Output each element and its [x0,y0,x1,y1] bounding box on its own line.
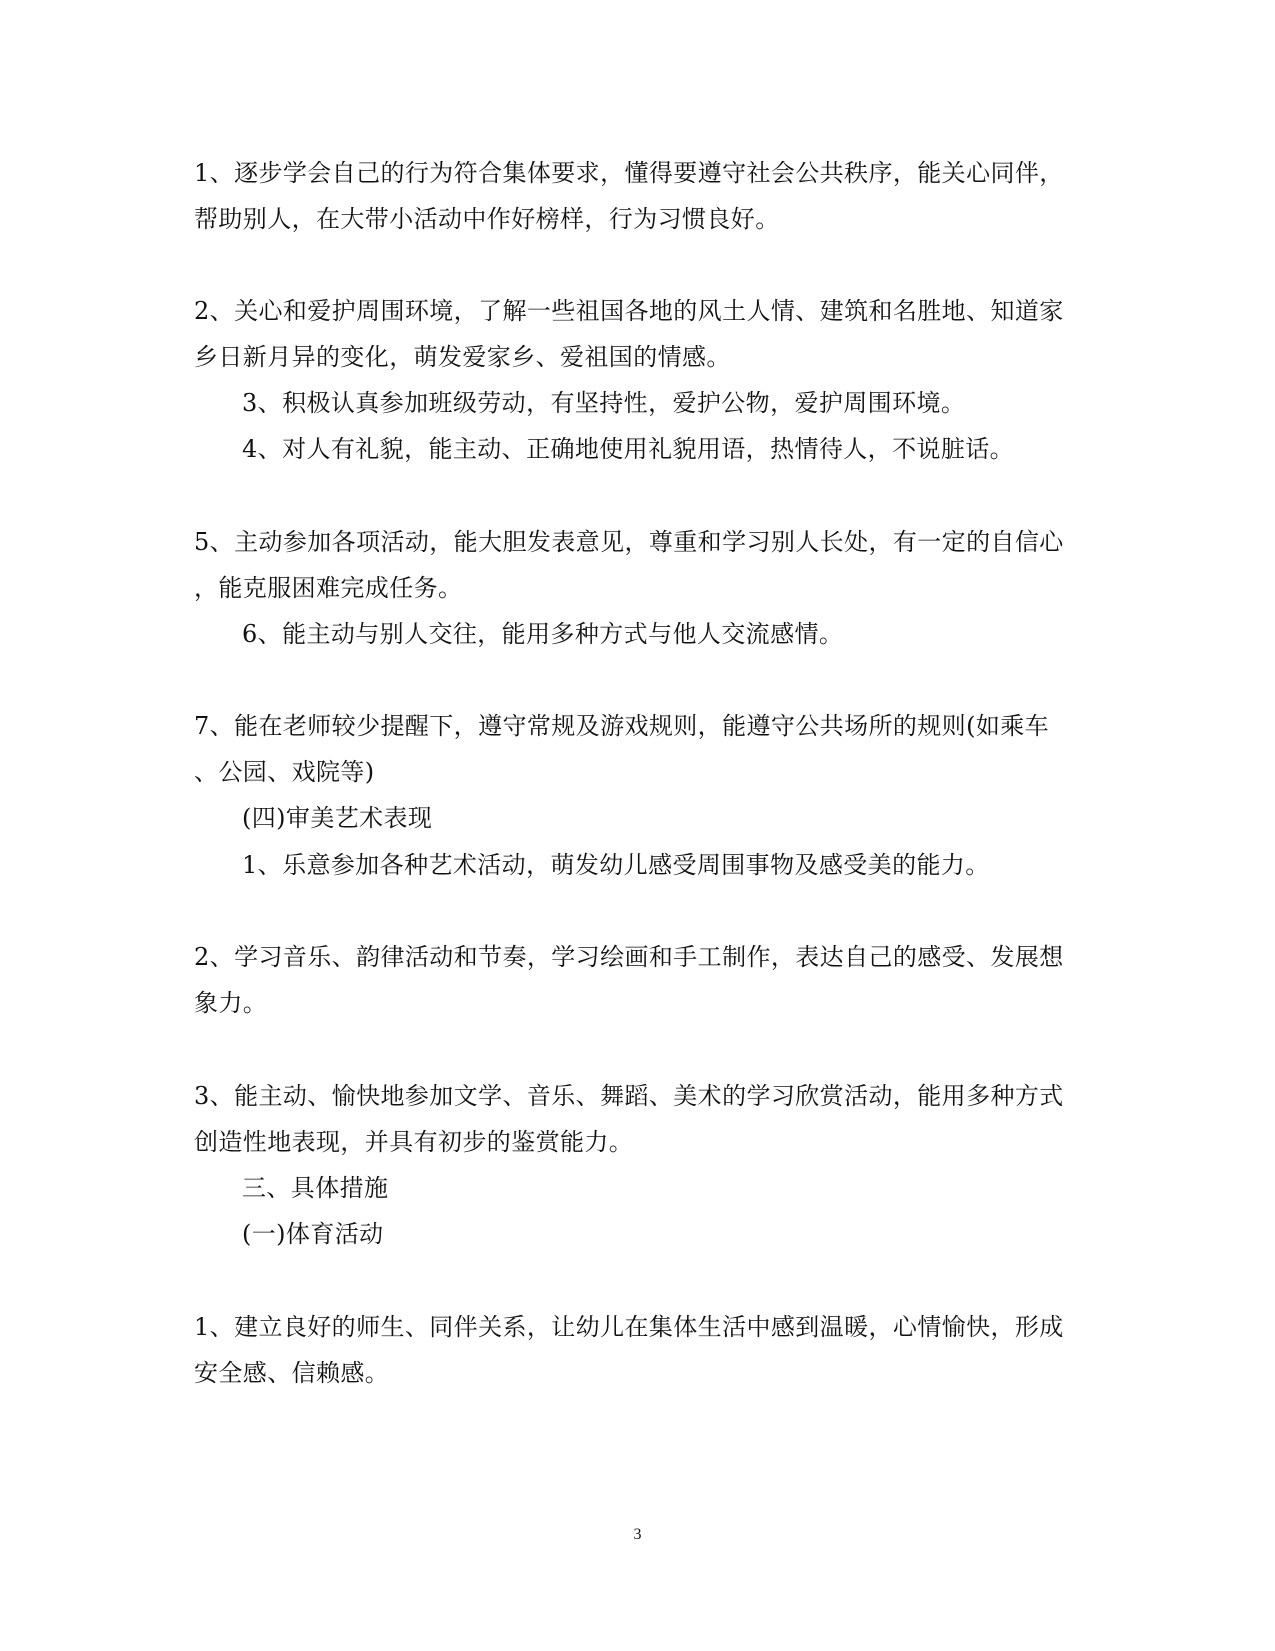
paragraph-7-line-2: 、公园、戏院等) [194,758,375,786]
paragraph-5-line-2: ，能克服困难完成任务。 [194,574,463,602]
paragraph-2-line-2: 乡日新月异的变化，萌发爱家乡、爱祖国的情感。 [194,343,731,371]
paragraph-11-line-2: 安全感、信赖感。 [194,1359,390,1387]
page-number: 3 [633,1526,642,1543]
section-heading-sports: (一)体育活动 [242,1220,384,1248]
paragraph-6-line-1: 6、能主动与别人交往，能用多种方式与他人交流感情。 [242,620,844,648]
paragraph-10-line-1: 3、能主动、愉快地参加文学、音乐、舞蹈、美术的学习欣赏活动，能用多种方式 [194,1082,1064,1110]
paragraph-1-line-2: 帮助别人，在大带小活动中作好榜样，行为习惯良好。 [194,205,780,233]
paragraph-9-line-2: 象力。 [194,989,268,1017]
paragraph-1-line-1: 1、逐步学会自己的行为符合集体要求，懂得要遵守社会公共秩序，能关心同伴， [194,159,1064,187]
paragraph-2-line-1: 2、关心和爱护周围环境，了解一些祖国各地的风土人情、建筑和名胜地、知道家 [194,297,1064,325]
section-heading-measures: 三、具体措施 [242,1174,389,1202]
paragraph-5-line-1: 5、主动参加各项活动，能大胆发表意见，尊重和学习别人长处，有一定的自信心 [194,528,1064,556]
paragraph-3-line-1: 3、积极认真参加班级劳动，有坚持性，爱护公物，爱护周围环境。 [242,389,966,417]
paragraph-8-line-1: 1、乐意参加各种艺术活动，萌发幼儿感受周围事物及感受美的能力。 [242,851,990,879]
paragraph-9-line-1: 2、学习音乐、韵律活动和节奏，学习绘画和手工制作，表达自己的感受、发展想 [194,943,1064,971]
paragraph-4-line-1: 4、对人有礼貌，能主动、正确地使用礼貌用语，热情待人，不说脏话。 [242,435,1015,463]
paragraph-11-line-1: 1、建立良好的师生、同伴关系，让幼儿在集体生活中感到温暖，心情愉快，形成 [194,1313,1064,1341]
paragraph-10-line-2: 创造性地表现，并具有初步的鉴赏能力。 [194,1128,634,1156]
paragraph-7-line-1: 7、能在老师较少提醒下，遵守常规及游戏规则，能遵守公共场所的规则(如乘车 [194,712,1050,740]
section-heading-aesthetic: (四)审美艺术表现 [242,804,433,832]
